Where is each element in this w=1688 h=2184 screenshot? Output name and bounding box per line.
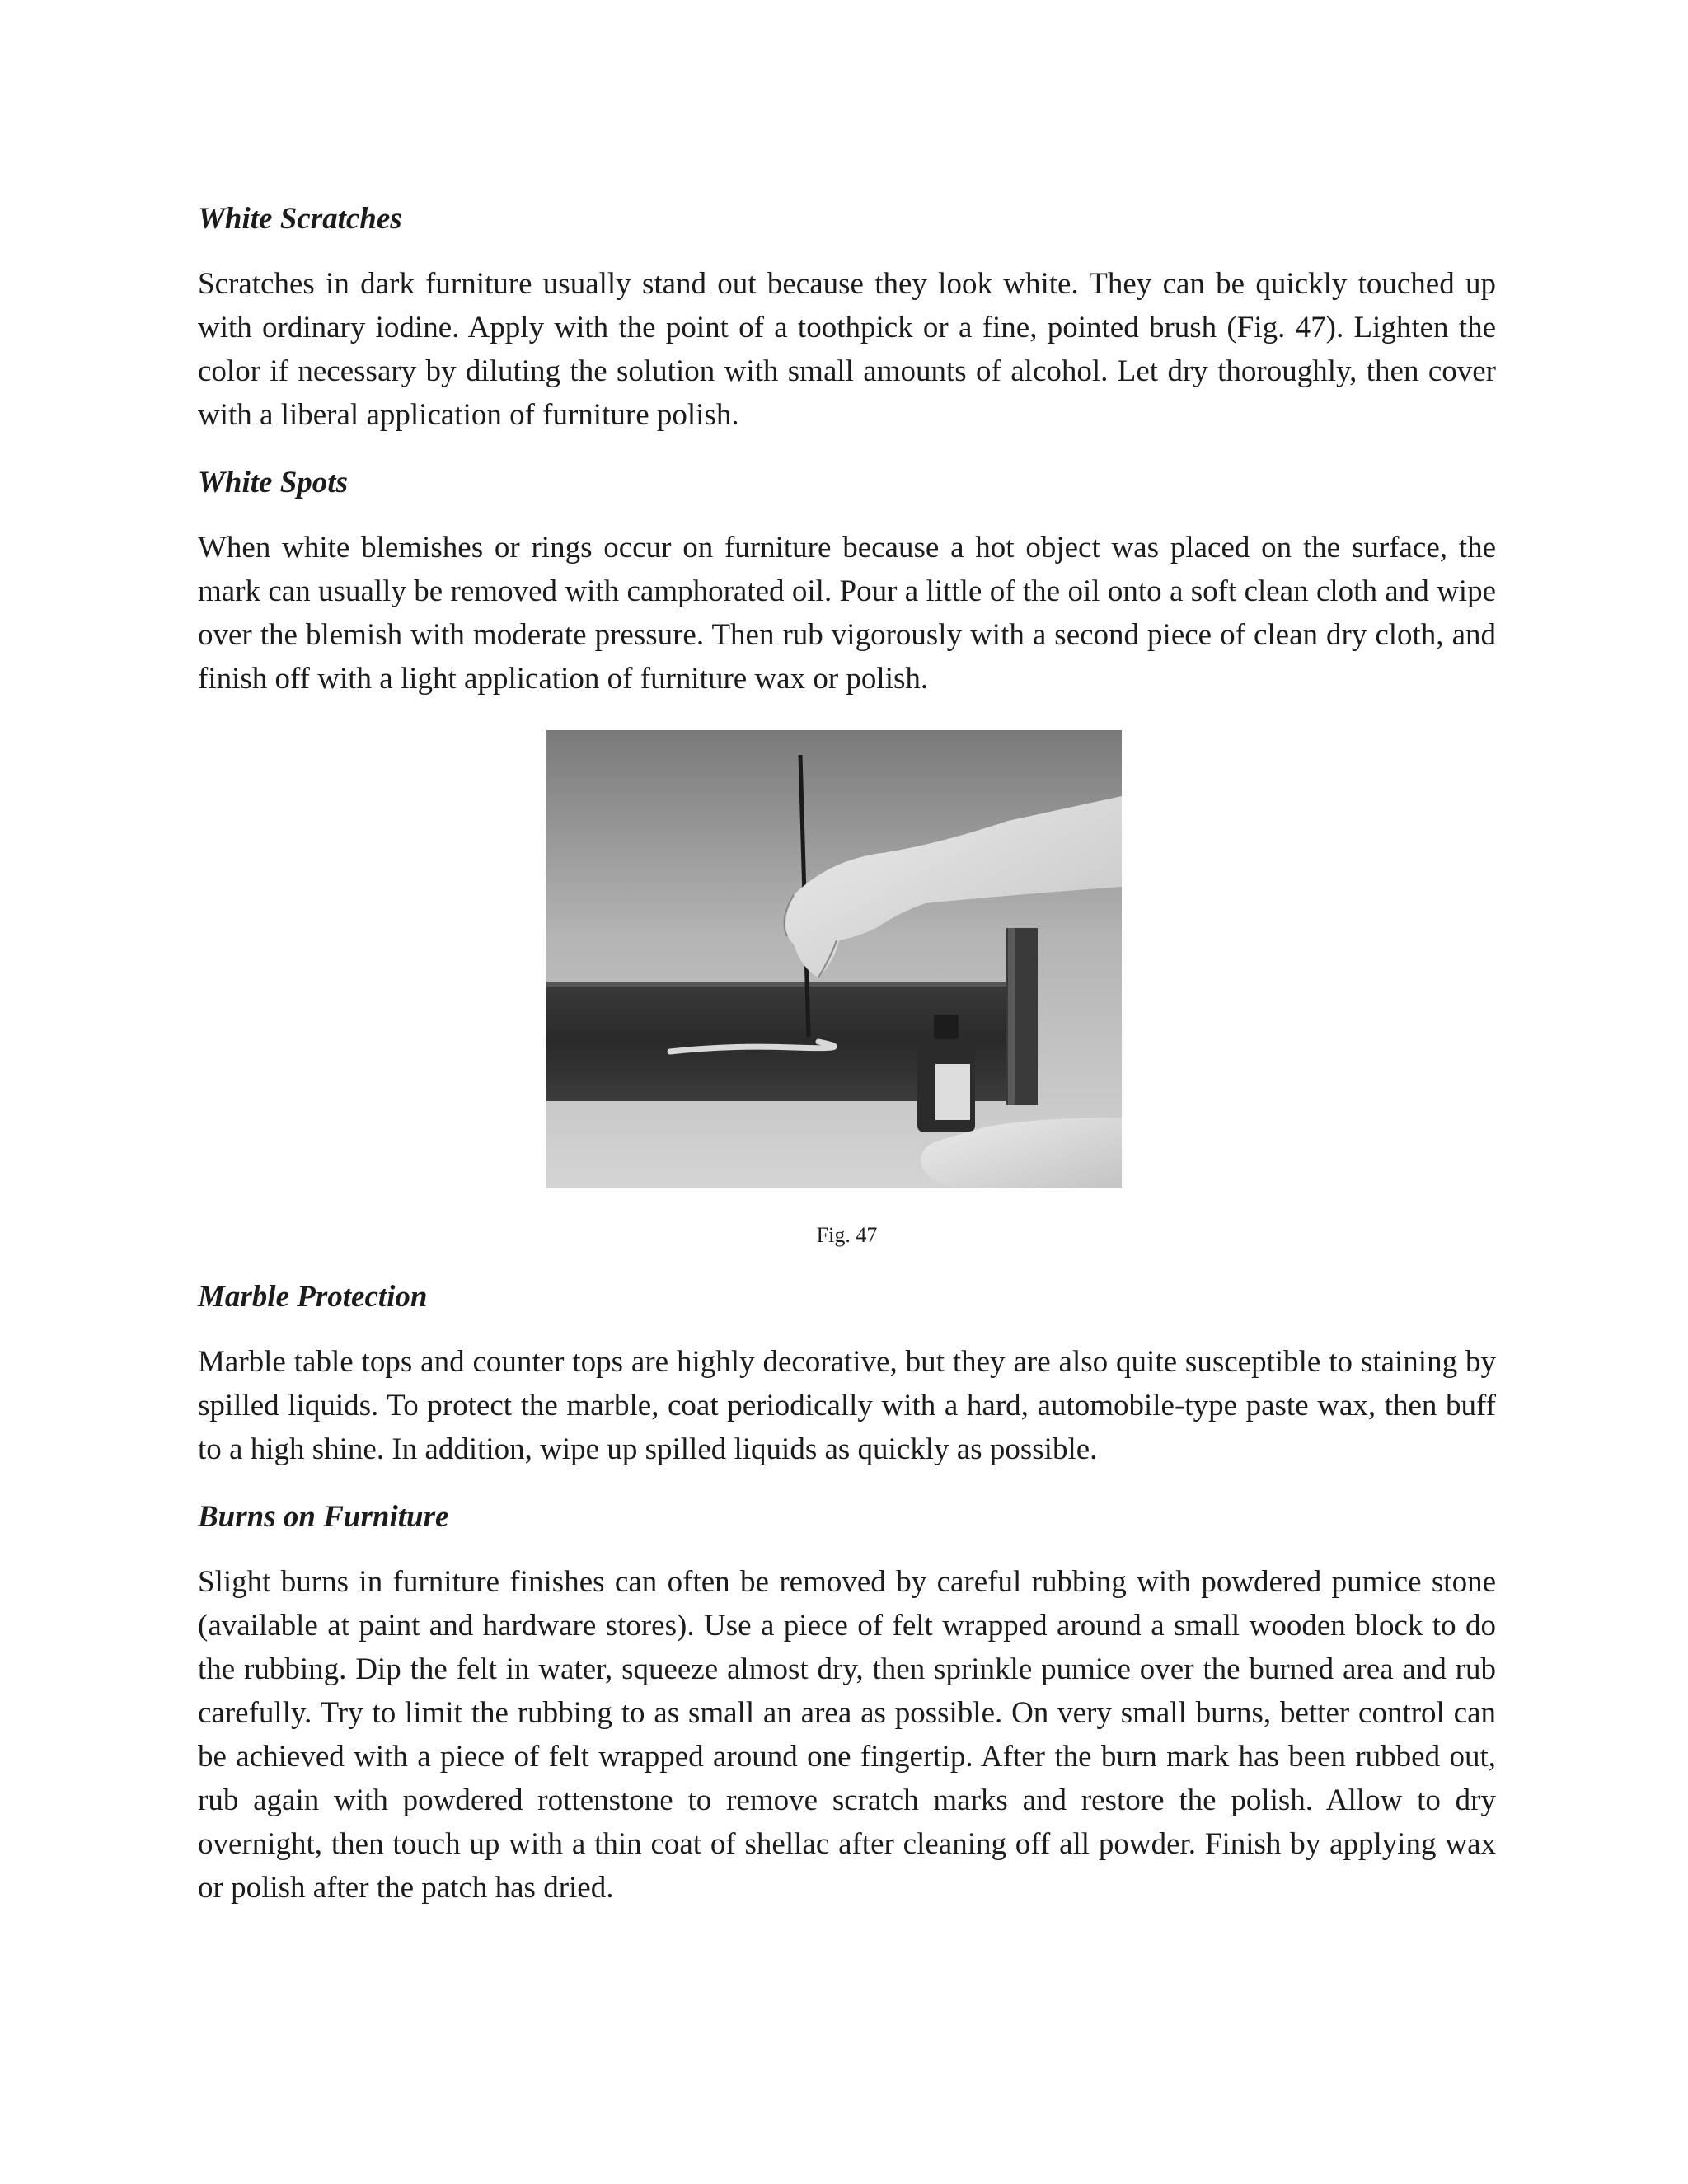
section-heading-white-scratches: White Scratches (198, 202, 402, 236)
figure-photo (546, 730, 1122, 1188)
section-paragraph-marble-protection: Marble table tops and counter tops are highly decorative, but they are also quite susceptible to staining by spilled liquids. To protect the marble, coat periodically with a hard, automobile-type paste wax, then buff to a high shine. In addition, wipe up spilled liquids as quickly as possible. (198, 1345, 1496, 1466)
section-heading-white-spots: White Spots (198, 466, 348, 499)
section-paragraph-white-spots: When white blemishes or rings occur on furniture because a hot object was placed on the surface, the mark can usually be removed with camphorated oil. Pour a little of the oil onto a soft clean cloth and wipe over the blemish with moderate pressure. Then rub vigorously with a second piece of clean dry cloth, and finish off with a light application of furniture wax or polish. (198, 531, 1496, 696)
section-heading-burns-on-furniture: Burns on Furniture (198, 1500, 449, 1534)
section-heading-marble-protection: Marble Protection (198, 1280, 428, 1314)
section-paragraph-burns-on-furniture: Slight burns in furniture finishes can often be removed by careful rubbing with powdered pumice stone (available at paint and hardware stores). Use a piece of felt wrapped around a small wooden block to do the rubbing. Dip the felt in water, squeeze almost dry, then sprinkle pumice over the burned area and rub carefully. Try to limit the rubbing to as small an area as possible. On very small burns, better control can be achieved with a piece of felt wrapped around one fingertip. After the burn mark has been rubbed out, rub again with powdered rottenstone to remove scratch marks and restore the polish. Allow to dry overnight, then touch up with a thin coat of shellac after cleaning off all powder. Finish by applying wax or polish after the patch has dried. (198, 1565, 1496, 1905)
document-page (198, 198, 1496, 1934)
section-paragraph-white-scratches: Scratches in dark furniture usually stand out because they look white. They can be quickly touched up with ordinary iodine. Apply with the point of a toothpick or a fine, pointed brush (Fig. 47). Lighten the color if necessary by diluting the solution with small amounts of alcohol. Let dry thoroughly, then cover with a liberal application of furniture polish. (198, 267, 1496, 432)
figure-47 (198, 730, 1496, 1249)
figure-caption: Fig. 47 (816, 1223, 878, 1247)
